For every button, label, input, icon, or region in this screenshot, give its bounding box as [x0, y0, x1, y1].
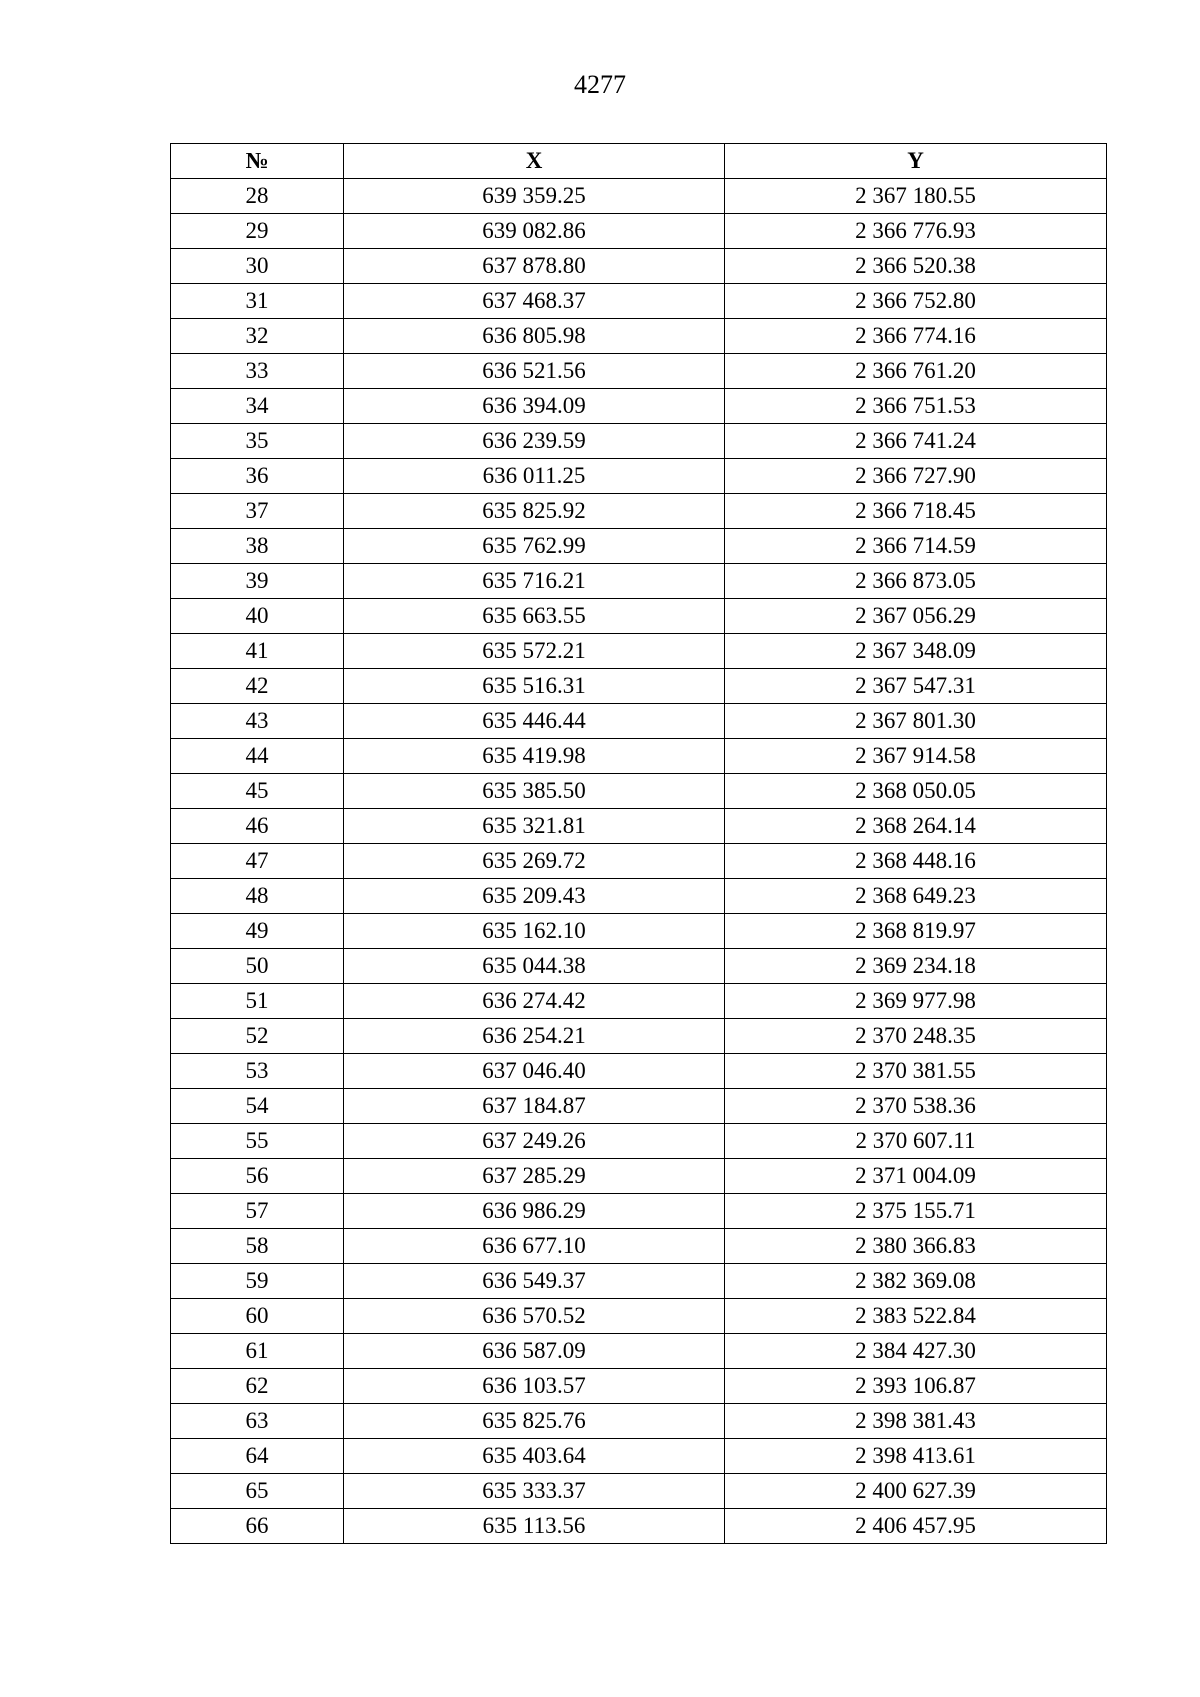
cell-number: 53	[171, 1054, 344, 1089]
table-row	[171, 494, 1107, 529]
cell-x: 636 677.10	[344, 1229, 725, 1264]
table-row	[171, 214, 1107, 249]
cell-x: 636 587.09	[344, 1334, 725, 1369]
cell-number: 45	[171, 774, 344, 809]
cell-y: 2 367 547.31	[725, 669, 1107, 704]
cell-number: 48	[171, 879, 344, 914]
table-row	[171, 634, 1107, 669]
header-number: №	[171, 144, 344, 179]
cell-x: 635 516.31	[344, 669, 725, 704]
table-row	[171, 1334, 1107, 1369]
cell-x: 636 103.57	[344, 1369, 725, 1404]
cell-number: 61	[171, 1334, 344, 1369]
cell-y: 2 398 413.61	[725, 1439, 1107, 1474]
cell-y: 2 366 776.93	[725, 214, 1107, 249]
table-row	[171, 1474, 1107, 1509]
cell-number: 66	[171, 1509, 344, 1544]
table-row	[171, 564, 1107, 599]
table-row	[171, 914, 1107, 949]
cell-y: 2 368 819.97	[725, 914, 1107, 949]
cell-x: 635 663.55	[344, 599, 725, 634]
cell-x: 636 254.21	[344, 1019, 725, 1054]
cell-x: 637 468.37	[344, 284, 725, 319]
cell-number: 37	[171, 494, 344, 529]
table-row	[171, 949, 1107, 984]
cell-x: 636 011.25	[344, 459, 725, 494]
cell-y: 2 366 727.90	[725, 459, 1107, 494]
cell-x: 636 521.56	[344, 354, 725, 389]
cell-x: 635 321.81	[344, 809, 725, 844]
cell-y: 2 368 050.05	[725, 774, 1107, 809]
cell-x: 639 359.25	[344, 179, 725, 214]
cell-number: 62	[171, 1369, 344, 1404]
table-row	[171, 319, 1107, 354]
table-row	[171, 599, 1107, 634]
table-row	[171, 1509, 1107, 1544]
cell-x: 635 572.21	[344, 634, 725, 669]
table-row	[171, 1089, 1107, 1124]
cell-number: 46	[171, 809, 344, 844]
table-body	[171, 179, 1107, 1544]
cell-number: 32	[171, 319, 344, 354]
cell-y: 2 369 977.98	[725, 984, 1107, 1019]
cell-number: 33	[171, 354, 344, 389]
cell-x: 636 805.98	[344, 319, 725, 354]
table-row	[171, 879, 1107, 914]
cell-x: 635 162.10	[344, 914, 725, 949]
table-row	[171, 669, 1107, 704]
cell-y: 2 366 741.24	[725, 424, 1107, 459]
table-row	[171, 1019, 1107, 1054]
cell-x: 636 986.29	[344, 1194, 725, 1229]
header-y: Y	[725, 144, 1107, 179]
cell-number: 56	[171, 1159, 344, 1194]
cell-y: 2 366 520.38	[725, 249, 1107, 284]
cell-x: 635 716.21	[344, 564, 725, 599]
table-row	[171, 739, 1107, 774]
cell-number: 41	[171, 634, 344, 669]
cell-y: 2 366 774.16	[725, 319, 1107, 354]
cell-y: 2 369 234.18	[725, 949, 1107, 984]
cell-number: 39	[171, 564, 344, 599]
cell-number: 34	[171, 389, 344, 424]
cell-number: 29	[171, 214, 344, 249]
table-row	[171, 1439, 1107, 1474]
cell-number: 28	[171, 179, 344, 214]
table-row	[171, 284, 1107, 319]
table-row	[171, 1054, 1107, 1089]
cell-number: 54	[171, 1089, 344, 1124]
cell-x: 635 762.99	[344, 529, 725, 564]
cell-number: 50	[171, 949, 344, 984]
cell-y: 2 370 607.11	[725, 1124, 1107, 1159]
cell-x: 637 046.40	[344, 1054, 725, 1089]
cell-y: 2 367 348.09	[725, 634, 1107, 669]
cell-number: 57	[171, 1194, 344, 1229]
cell-number: 38	[171, 529, 344, 564]
cell-number: 43	[171, 704, 344, 739]
cell-number: 55	[171, 1124, 344, 1159]
cell-y: 2 393 106.87	[725, 1369, 1107, 1404]
table-row	[171, 424, 1107, 459]
table-row	[171, 1159, 1107, 1194]
table-row	[171, 179, 1107, 214]
cell-x: 636 394.09	[344, 389, 725, 424]
cell-y: 2 366 873.05	[725, 564, 1107, 599]
cell-number: 63	[171, 1404, 344, 1439]
cell-y: 2 367 180.55	[725, 179, 1107, 214]
cell-y: 2 398 381.43	[725, 1404, 1107, 1439]
cell-x: 635 419.98	[344, 739, 725, 774]
table-row	[171, 809, 1107, 844]
cell-y: 2 366 761.20	[725, 354, 1107, 389]
cell-y: 2 400 627.39	[725, 1474, 1107, 1509]
cell-y: 2 368 264.14	[725, 809, 1107, 844]
cell-y: 2 384 427.30	[725, 1334, 1107, 1369]
cell-y: 2 383 522.84	[725, 1299, 1107, 1334]
cell-y: 2 367 056.29	[725, 599, 1107, 634]
table-row	[171, 1299, 1107, 1334]
table-row	[171, 1229, 1107, 1264]
cell-x: 635 113.56	[344, 1509, 725, 1544]
cell-y: 2 406 457.95	[725, 1509, 1107, 1544]
coordinates-table	[170, 143, 1107, 1544]
table-row	[171, 1194, 1107, 1229]
cell-y: 2 382 369.08	[725, 1264, 1107, 1299]
table-row	[171, 249, 1107, 284]
cell-x: 635 403.64	[344, 1439, 725, 1474]
cell-x: 637 184.87	[344, 1089, 725, 1124]
cell-x: 636 549.37	[344, 1264, 725, 1299]
cell-number: 64	[171, 1439, 344, 1474]
cell-x: 637 249.26	[344, 1124, 725, 1159]
cell-y: 2 368 448.16	[725, 844, 1107, 879]
cell-number: 49	[171, 914, 344, 949]
cell-number: 40	[171, 599, 344, 634]
table-row	[171, 459, 1107, 494]
cell-number: 35	[171, 424, 344, 459]
cell-x: 637 285.29	[344, 1159, 725, 1194]
cell-number: 36	[171, 459, 344, 494]
cell-x: 636 570.52	[344, 1299, 725, 1334]
cell-y: 2 366 751.53	[725, 389, 1107, 424]
table-row	[171, 774, 1107, 809]
cell-number: 47	[171, 844, 344, 879]
table-row	[171, 389, 1107, 424]
table-row	[171, 354, 1107, 389]
cell-x: 637 878.80	[344, 249, 725, 284]
cell-y: 2 370 248.35	[725, 1019, 1107, 1054]
cell-y: 2 370 538.36	[725, 1089, 1107, 1124]
cell-y: 2 367 914.58	[725, 739, 1107, 774]
cell-x: 635 209.43	[344, 879, 725, 914]
cell-number: 65	[171, 1474, 344, 1509]
table-row	[171, 704, 1107, 739]
cell-y: 2 366 752.80	[725, 284, 1107, 319]
cell-number: 52	[171, 1019, 344, 1054]
cell-y: 2 367 801.30	[725, 704, 1107, 739]
table-row	[171, 984, 1107, 1019]
cell-y: 2 368 649.23	[725, 879, 1107, 914]
cell-y: 2 380 366.83	[725, 1229, 1107, 1264]
cell-x: 635 044.38	[344, 949, 725, 984]
cell-number: 59	[171, 1264, 344, 1299]
table-row	[171, 1369, 1107, 1404]
cell-x: 639 082.86	[344, 214, 725, 249]
table-row	[171, 529, 1107, 564]
cell-x: 636 274.42	[344, 984, 725, 1019]
cell-number: 31	[171, 284, 344, 319]
cell-number: 60	[171, 1299, 344, 1334]
cell-number: 51	[171, 984, 344, 1019]
cell-y: 2 366 718.45	[725, 494, 1107, 529]
cell-number: 30	[171, 249, 344, 284]
cell-x: 635 269.72	[344, 844, 725, 879]
cell-number: 42	[171, 669, 344, 704]
cell-x: 636 239.59	[344, 424, 725, 459]
header-x: X	[344, 144, 725, 179]
cell-x: 635 446.44	[344, 704, 725, 739]
page-number: 4277	[574, 70, 626, 99]
cell-x: 635 333.37	[344, 1474, 725, 1509]
table-header-row	[171, 144, 1107, 179]
cell-x: 635 825.92	[344, 494, 725, 529]
table-row	[171, 1124, 1107, 1159]
cell-number: 58	[171, 1229, 344, 1264]
cell-y: 2 375 155.71	[725, 1194, 1107, 1229]
cell-y: 2 371 004.09	[725, 1159, 1107, 1194]
cell-y: 2 366 714.59	[725, 529, 1107, 564]
table-row	[171, 1404, 1107, 1439]
cell-number: 44	[171, 739, 344, 774]
cell-x: 635 385.50	[344, 774, 725, 809]
cell-x: 635 825.76	[344, 1404, 725, 1439]
table-row	[171, 844, 1107, 879]
cell-y: 2 370 381.55	[725, 1054, 1107, 1089]
table-row	[171, 1264, 1107, 1299]
